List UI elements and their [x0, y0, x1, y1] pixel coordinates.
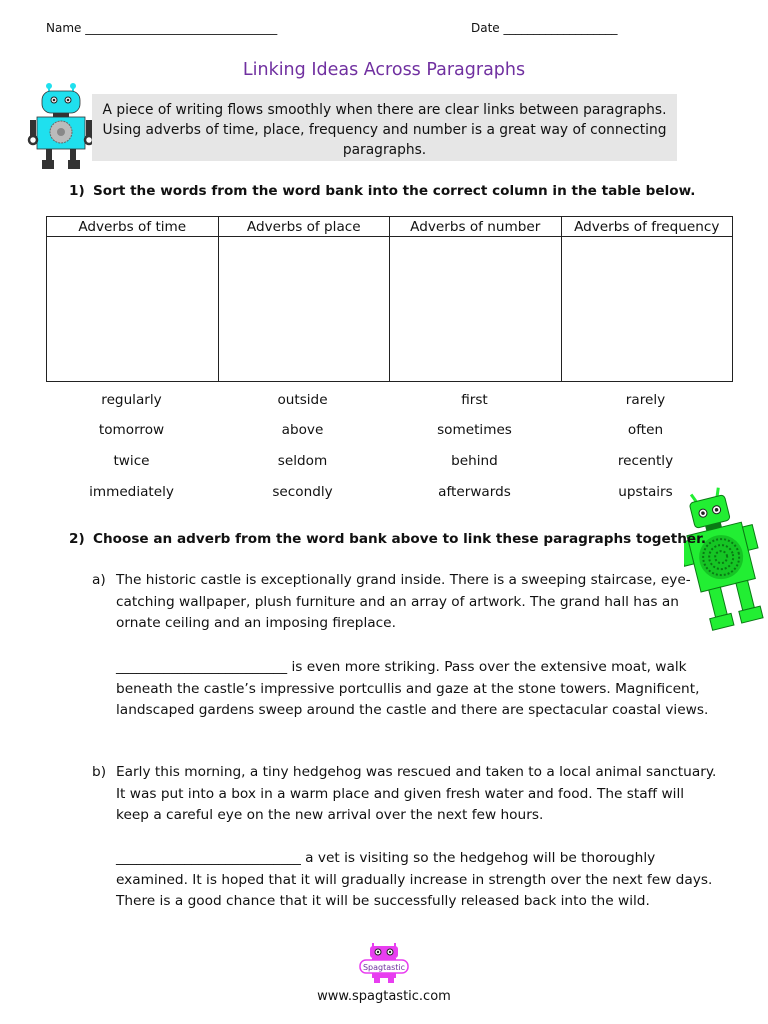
paragraph-line: ornate ceiling and an imposing fireplace.: [116, 615, 396, 632]
answer-blank-line[interactable]: _________________________ is even more striking. Pass over the extensive moat, walk: [116, 659, 687, 675]
question-1-text: Sort the words from the word bank into the correct column in the table below.: [93, 183, 696, 199]
answer-cell[interactable]: [218, 237, 390, 382]
word-bank-word: twice: [113, 453, 150, 469]
paragraph-b-label: b): [92, 764, 107, 780]
paragraph-line: landscaped gardens sweep around the castle and there are spectacular coastal views.: [116, 702, 709, 719]
page-title: Linking Ideas Across Paragraphs: [242, 60, 526, 80]
word-bank-word: often: [627, 422, 664, 438]
answer-blank-line[interactable]: ___________________________ a vet is visiting so the hedgehog will be thoroughly: [116, 850, 656, 866]
paragraph-a: [116, 570, 736, 635]
spagtastic-logo-icon: [356, 942, 412, 984]
footer-url: www.spagtastic.com: [317, 989, 451, 1004]
word-bank-word: rarely: [625, 392, 666, 408]
word-bank-word: sometimes: [437, 422, 512, 438]
date-field-label: Date ___________________: [471, 21, 618, 35]
column-header: Adverbs of time: [47, 217, 219, 237]
blue-robot-icon: [25, 83, 97, 173]
word-bank-word: upstairs: [618, 484, 673, 500]
name-field-label: Name ________________________________: [46, 21, 278, 35]
word-bank-word: immediately: [89, 484, 174, 500]
answer-cell[interactable]: [47, 237, 219, 382]
paragraph-line: catching wallpaper, plush furniture and an array of artwork. The grand hall has an: [116, 593, 679, 610]
word-bank-word: above: [281, 422, 324, 438]
paragraph-line: It was put into a box in a warm place and given fresh water and food. The staff will: [116, 785, 685, 802]
column-header: Adverbs of number: [390, 217, 562, 237]
paragraph-b-link: [116, 848, 736, 913]
paragraph-line: keep a careful eye on the new arrival over the next few hours.: [116, 807, 544, 824]
answer-cell[interactable]: [561, 237, 733, 382]
paragraph-b: [116, 762, 736, 827]
question-2-number: 2): [69, 531, 85, 547]
word-bank-word: behind: [451, 453, 498, 469]
question-1-number: 1): [69, 183, 85, 199]
sort-table: [46, 216, 733, 382]
paragraph-line: beneath the castle’s impressive portcullis and gaze at the stone towers. Magnificent,: [116, 680, 700, 697]
word-bank-word: recently: [617, 453, 674, 469]
word-bank-word: regularly: [101, 392, 162, 408]
intro-box: A piece of writing flows smoothly when there are clear links between paragraphs. Using adverbs of time, place, frequency and number is a great way of connecting paragraphs.: [92, 94, 677, 161]
word-bank-word: outside: [277, 392, 328, 408]
paragraph-line: There is a good chance that it will be successfully released back into the wild.: [116, 893, 650, 910]
answer-cell[interactable]: [390, 237, 562, 382]
word-bank-word: first: [461, 392, 488, 408]
paragraph-a-label: a): [92, 572, 106, 588]
paragraph-line: examined. It is hoped that it will gradually increase in strength over the next few days.: [116, 871, 713, 888]
paragraph-line: The historic castle is exceptionally grand inside. There is a sweeping staircase, eye-: [116, 572, 691, 588]
paragraph-a-link: [116, 657, 736, 722]
word-bank-word: tomorrow: [98, 422, 165, 438]
paragraph-line: Early this morning, a tiny hedgehog was rescued and taken to a local animal sanctuary.: [116, 764, 717, 780]
word-bank-word: seldom: [277, 453, 328, 469]
question-2-text: Choose an adverb from the word bank above to link these paragraphs together.: [93, 531, 707, 547]
word-bank-word: secondly: [272, 484, 333, 500]
logo-text: Spagtastic: [362, 963, 406, 972]
column-header: Adverbs of frequency: [561, 217, 733, 237]
column-header: Adverbs of place: [218, 217, 390, 237]
word-bank-word: afterwards: [438, 484, 511, 500]
